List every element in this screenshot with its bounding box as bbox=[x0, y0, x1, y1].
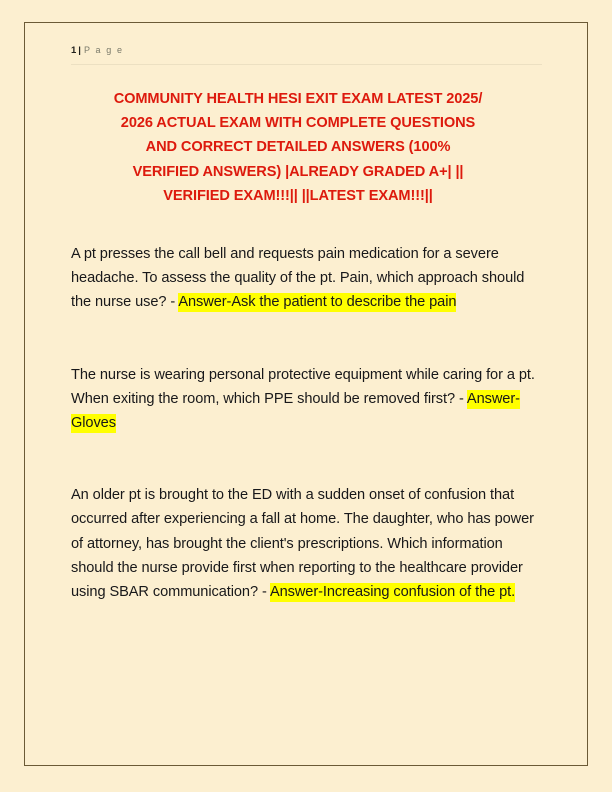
highlighted-answer: Answer-Increasing confusion of the pt. bbox=[269, 584, 516, 601]
title-line-2: 2026 ACTUAL EXAM WITH COMPLETE QUESTIONS bbox=[120, 115, 476, 132]
title-line-1: COMMUNITY HEALTH HESI EXIT EXAM LATEST 2025/ bbox=[113, 91, 483, 107]
question-text: An older pt is brought to the ED with a sudden onset of confusion that occurred after experiencing a fall at home. The daughter, who has power of attorney, has brought the client's prescriptions. Which information should the nurse provide first when reporting to the healthcare provider using SBAR communication? - bbox=[71, 487, 534, 601]
title-line-4: VERIFIED ANSWERS) |ALREADY GRADED A+| || bbox=[132, 163, 464, 180]
title-line-5: VERIFIED EXAM!!!|| ||LATEST EXAM!!!|| bbox=[163, 187, 433, 204]
question-text: The nurse is wearing personal protective equipment while caring for a pt. When exiting the room, which PPE should be removed first? - bbox=[71, 366, 535, 407]
highlighted-answer: Answer-Ask the patient to describe the pain bbox=[178, 294, 457, 311]
highlighted-answer: Answer-Gloves bbox=[71, 390, 520, 432]
document-title bbox=[75, 87, 521, 208]
question-text: A pt presses the call bell and requests pain medication for a severe headache. To assess the quality of the pt. Pain, which approach should the nurse use? - bbox=[71, 246, 525, 311]
qa-item bbox=[71, 242, 541, 315]
page-number: 1 bbox=[71, 45, 77, 56]
questions-list bbox=[71, 242, 543, 604]
qa-item bbox=[71, 363, 541, 436]
header-separator: | bbox=[78, 45, 81, 56]
page-content-area bbox=[71, 37, 543, 604]
qa-item bbox=[71, 483, 541, 604]
title-line-3: AND CORRECT DETAILED ANSWERS (100% bbox=[145, 139, 451, 156]
header-page-label: P a g e bbox=[83, 45, 124, 55]
document-page bbox=[24, 22, 588, 766]
header-divider-rule bbox=[71, 64, 542, 65]
running-page-header bbox=[71, 37, 543, 63]
